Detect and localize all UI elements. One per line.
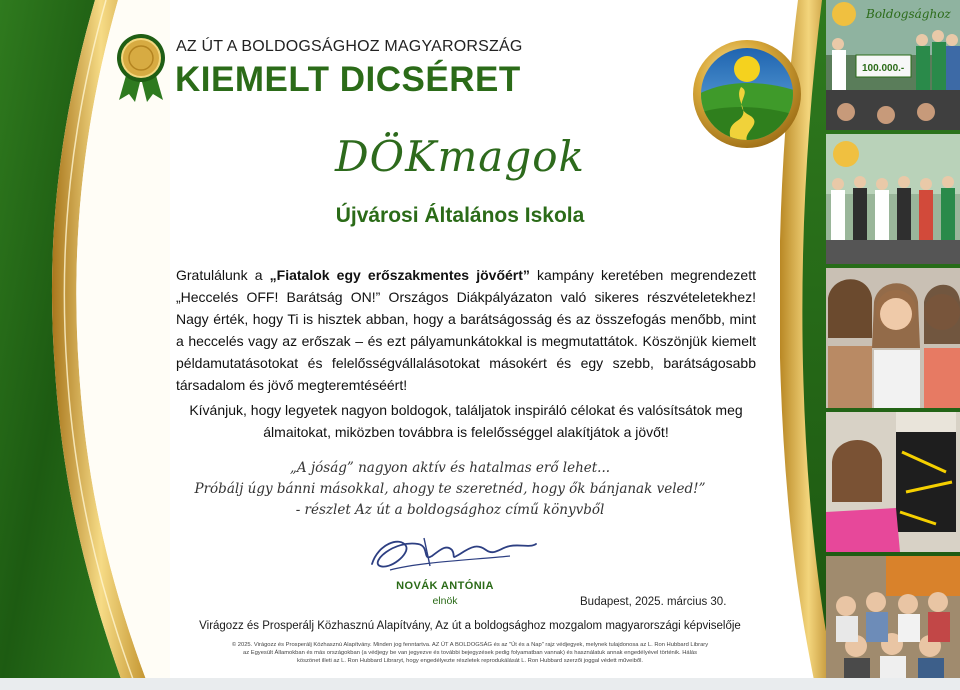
legal-line-2: az Egyesült Államokban és más országokban (a védjegy be van jegyezve és további bejegyzések pedig folyamatban vannak) és használatuk annak engedélyével történik. Hálás [242, 650, 698, 657]
legal-notice [168, 641, 772, 666]
event-photo-5 [826, 556, 960, 690]
event-photo-3 [826, 268, 960, 408]
foundation-line: Virágozz és Prosperálj Közhasznú Alapítvány, Az út a boldogsághoz mozgalom magyarországi képviselője [199, 620, 741, 632]
handwritten-signature [360, 526, 550, 581]
quote-line-3: - részlet Az út a boldogsághoz című könyvből [295, 502, 605, 518]
bottom-band [0, 678, 960, 690]
event-photo-4 [826, 412, 960, 552]
quote-line-2: Próbálj úgy bánni másokkal, ahogy te szeretnéd, hogy ők bánjanak veled!” [194, 481, 706, 497]
legal-line-3: köszönet illeti az L. Ron Hubbard Libraryt, hogy engedélyezte részletek reprodukálását L. Ron Hubbard szerzői joggal védett műveiből. [296, 658, 644, 665]
book-quote [190, 458, 710, 521]
certificate-title: KIEMELT DICSÉRET [175, 60, 521, 99]
signer-role: elnök [432, 595, 458, 607]
recipient-school: Újvárosi Általános Iskola [335, 204, 585, 227]
congrats-body: kampány keretében megrendezett „Heccelés OFF! Barátság ON!” Országos Diákpályázaton való sikeres részvételetekhez! Nagy érték, hogy Ti is hisztek abban, hogy a barátságosság és az összefogás menőbb, mint a heccelés vagy az erőszak – és ezt pályamunkátokkal is megmutattátok. Köszönjük kiemelt példamutatásotokat és felelősségvállalásotokat másokért és egy szebb, barátságosabb társadalom és jövő megteremtéséért! [176, 267, 756, 393]
congrats-lead: Gratulálunk a [176, 267, 270, 283]
award-medal-icon [113, 32, 169, 104]
recipient-team-name: DÖKmagok [335, 132, 585, 181]
signer-name: NOVÁK ANTÓNIA [396, 580, 494, 592]
campaign-name: „Fiatalok egy erőszakmentes jövőért” [269, 267, 530, 283]
place-and-date: Budapest, 2025. március 30. [580, 596, 727, 608]
event-photo-2 [826, 134, 960, 264]
road-and-sun-logo [693, 27, 801, 162]
certificate-subtitle: AZ ÚT A BOLDOGSÁGHOZ MAGYARORSZÁG [176, 38, 523, 55]
legal-line-1: © 2025. Virágozz és Prosperálj Közhasznú Alapítvány. Minden jog fenntartva. AZ ÚT A BOLDOGSÁG és az "Út és a Nap" rajz védjegyek, melynek tulajdonosa az L. Ron Hubbard Library [231, 642, 709, 648]
signer-block [330, 580, 560, 607]
wishes-paragraph: Kívánjuk, hogy legyetek nagyon boldogok, találjatok inspiráló célokat és valósítsátok meg álmaitokat, miközben továbbra is felelősséggel alakítjátok a jövőt! [189, 402, 743, 440]
quote-line-1: „A jóság” nagyon aktív és hatalmas erő lehet... [289, 460, 611, 476]
photo1-banner-text: Boldogsághoz [866, 7, 951, 21]
event-photo-1 [826, 0, 960, 130]
congratulation-paragraph [176, 264, 756, 396]
photo1-check-amount: 100.000.- [862, 63, 905, 74]
